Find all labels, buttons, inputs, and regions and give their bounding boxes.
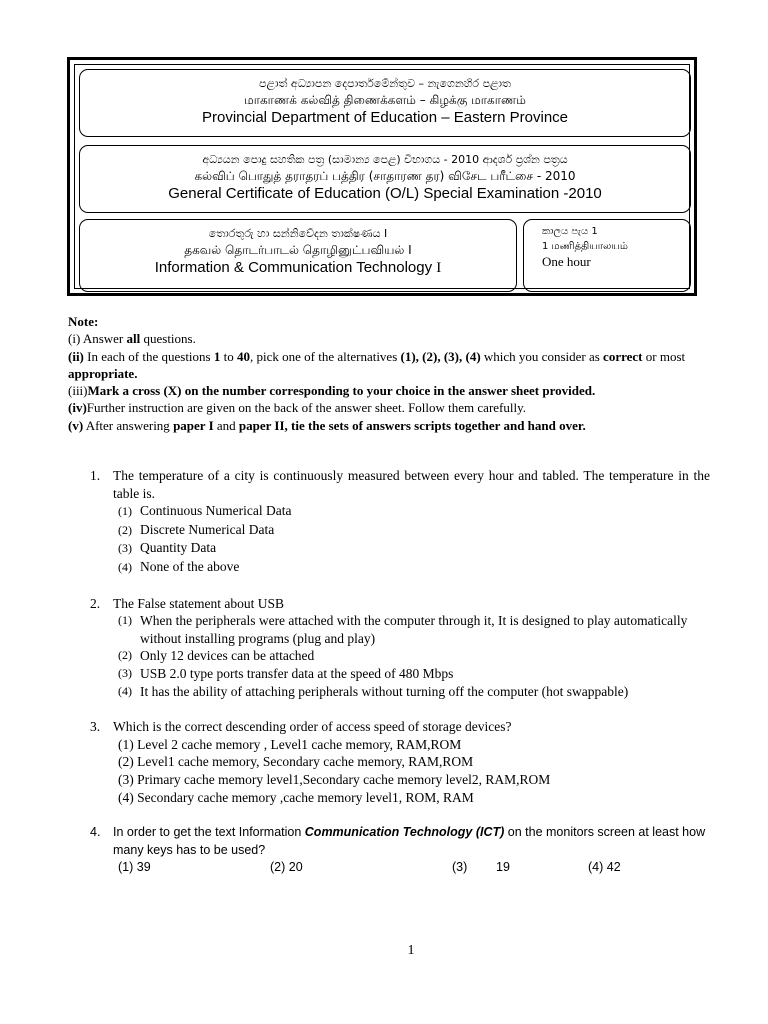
- note-text: and: [213, 417, 239, 433]
- question-text: The False statement about USB: [113, 595, 284, 611]
- option-3[interactable]: [118, 665, 710, 683]
- option-number: (1): [118, 613, 132, 628]
- note-label: (i): [68, 331, 81, 347]
- note-bold: correct: [603, 348, 643, 364]
- question-number: 3.: [90, 719, 101, 735]
- option-4[interactable]: [118, 683, 710, 701]
- subject-paper-numeral: I: [436, 260, 442, 276]
- department-box: [79, 69, 691, 137]
- option-text: None of the above: [140, 558, 240, 574]
- note-bold: 40: [236, 348, 250, 364]
- option-text: Discrete Numerical Data: [140, 521, 275, 537]
- note-bold: appropriate.: [68, 365, 138, 381]
- note-text: After answering: [83, 417, 174, 433]
- note-bold: 1: [213, 348, 221, 364]
- duration-box: [523, 219, 691, 292]
- note-text: or most: [642, 348, 686, 364]
- question-1: [90, 467, 710, 577]
- question-text: [113, 824, 710, 859]
- option-3-value[interactable]: 19: [496, 859, 510, 874]
- question-text-emphasis: Communication Technology (ICT): [304, 825, 505, 840]
- option-number: (2): [118, 648, 132, 663]
- exam-header: [67, 57, 697, 296]
- note-i: [68, 330, 708, 347]
- note-bold: Mark a cross (X) on the number corresponding to your choice in the answer sheet provided.: [87, 383, 596, 399]
- exam-title-sinhala: අධ්‍යයන පොදු සහතික පත්‍ර (සාමාන්‍ය පෙළ) විභාගය - 2010 ආදර්ශ ප්‍රශ්න පත්‍රය: [202, 153, 568, 166]
- option-1[interactable]: (1) Level 2 cache memory , Level1 cache memory, RAM,ROM: [118, 736, 462, 752]
- option-number: (2): [118, 522, 132, 537]
- note-text: which you consider as: [480, 348, 604, 364]
- option-number: (3): [118, 665, 132, 680]
- question-4: [90, 824, 710, 877]
- exam-title-english: General Certificate of Education (O/L) Special Examination -2010: [168, 185, 602, 202]
- option-3[interactable]: (3) Primary cache memory level1,Secondary cache memory level2, RAM,ROM: [118, 771, 551, 787]
- option-number: (1): [118, 504, 132, 519]
- option-text: Continuous Numerical Data: [140, 503, 292, 519]
- option-number: (4): [118, 559, 132, 574]
- department-sinhala: පළාත් අධ්‍යාපන දෙපාර්තමේන්තුව – නැගෙනහිර පළාත: [259, 77, 511, 90]
- note-v: [68, 417, 708, 434]
- option-4[interactable]: (4) Secondary cache memory ,cache memory level1, ROM, RAM: [118, 789, 474, 805]
- subject-english-text: Information & Communication Technology: [154, 259, 433, 276]
- option-4[interactable]: (4) 42: [588, 859, 621, 874]
- page-number: 1: [407, 943, 415, 958]
- question-2: [90, 595, 710, 701]
- note-bold: all: [126, 331, 141, 347]
- questions-list: [90, 467, 710, 895]
- question-3: [90, 718, 710, 806]
- option-number: (3): [118, 541, 132, 556]
- option-2[interactable]: [118, 521, 710, 540]
- note-iii: [68, 382, 708, 399]
- duration-english: One hour: [542, 254, 591, 269]
- option-text: When the peripherals were attached with the computer through it, It is designed to play automatically without installing programs (plug and play): [140, 613, 688, 646]
- subject-english: [80, 259, 516, 277]
- question-text-part: In order to get the text Information: [113, 825, 305, 840]
- option-text: Quantity Data: [140, 540, 217, 556]
- department-tamil: மாகாணக் கல்வித் திணைக்களம் – கிழக்கு மாகாணம்: [244, 93, 526, 107]
- question-text-part: on the monitors screen at least how many keys has to be used?: [113, 825, 706, 857]
- note-iv: [68, 399, 708, 416]
- question-number: 4.: [90, 825, 101, 840]
- note-bold: paper II, tie the sets of answers scripts together and hand over.: [238, 417, 586, 433]
- department-english: Provincial Department of Education – Eastern Province: [201, 109, 569, 126]
- exam-title-tamil: கல்விப் பொதுத் தராதரப் பத்திர (சாதாரண தர) விசேட பரீட்சை - 2010: [194, 169, 576, 183]
- note-ii: [68, 348, 708, 383]
- question-text: The temperature of a city is continuously measured between every hour and tabled. The temperature in the table is.: [113, 468, 710, 501]
- note-text: In each of the questions: [83, 348, 214, 364]
- option-1[interactable]: [118, 502, 710, 521]
- notes-title: Note:: [68, 314, 99, 329]
- option-3-number[interactable]: (3): [452, 859, 468, 874]
- question-number: 2.: [90, 595, 101, 611]
- note-bold: (1), (2), (3), (4): [400, 348, 481, 364]
- subject-tamil: தகவல் தொடர்பாடல் தொழினுட்பவியல் I: [184, 243, 412, 257]
- subject-box: [79, 219, 517, 292]
- option-2[interactable]: (2) 20: [270, 859, 303, 874]
- option-1[interactable]: [118, 612, 710, 647]
- option-number: (4): [118, 683, 132, 698]
- duration-tamil: 1 மணித்தியாலயம்: [542, 241, 628, 252]
- instructions-section: [68, 313, 708, 434]
- exam-header-inner-border: [74, 64, 690, 289]
- note-bold: paper I: [173, 417, 214, 433]
- option-2[interactable]: (2) Level1 cache memory, Secondary cache memory, RAM,ROM: [118, 754, 474, 770]
- note-text: questions.: [140, 331, 196, 347]
- option-text: It has the ability of attaching peripherals without turning off the computer (hot swappable): [140, 683, 629, 699]
- option-2[interactable]: [118, 647, 710, 665]
- option-row: [118, 859, 710, 877]
- option-3[interactable]: [118, 539, 710, 558]
- note-text: Further instruction are given on the back of the answer sheet. Follow them carefully.: [86, 400, 527, 416]
- question-number: 1.: [90, 468, 101, 483]
- option-1[interactable]: (1) 39: [118, 859, 151, 874]
- note-label: (iii): [68, 383, 88, 399]
- note-label: (iv): [68, 400, 87, 416]
- duration-sinhala: කාලය පැය 1: [542, 226, 598, 237]
- question-text: Which is the correct descending order of access speed of storage devices?: [113, 719, 512, 735]
- note-label: (ii): [68, 348, 84, 364]
- option-text: USB 2.0 type ports transfer data at the speed of 480 Mbps: [140, 665, 454, 681]
- option-text: Only 12 devices can be attached: [140, 648, 315, 664]
- note-text: Answer: [80, 331, 127, 347]
- option-4[interactable]: [118, 558, 710, 577]
- subject-sinhala: තොරතුරු හා සන්නිවේදන තාක්ෂණය I: [208, 227, 388, 240]
- note-text: to: [220, 348, 237, 364]
- note-label: (v): [68, 417, 84, 433]
- exam-title-box: [79, 145, 691, 213]
- note-text: , pick one of the alternatives: [249, 348, 401, 364]
